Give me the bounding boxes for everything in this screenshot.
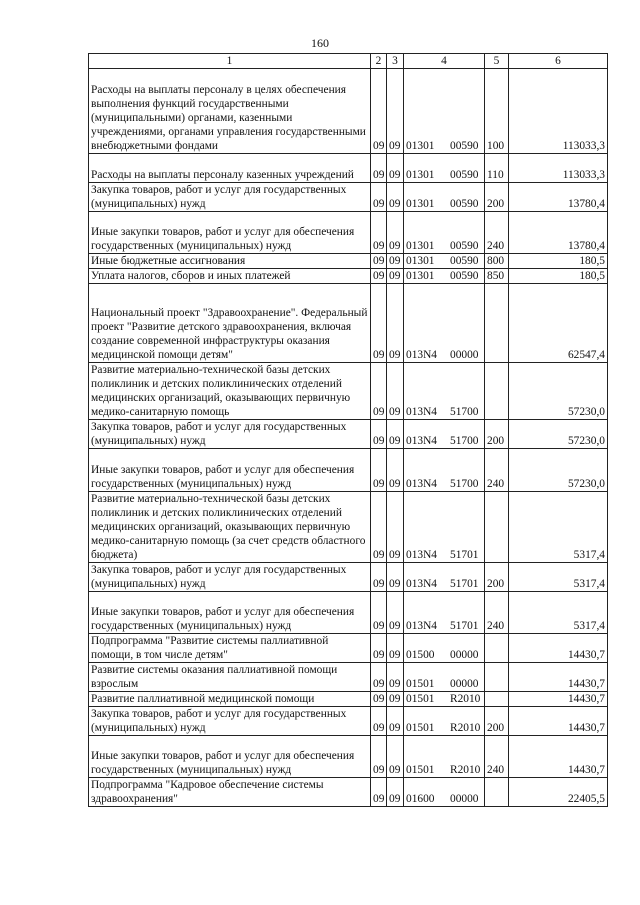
expense-name: Подпрограмма "Кадровое обеспечение системы здравоохранения" bbox=[89, 778, 371, 807]
header-row bbox=[89, 54, 608, 69]
target-article-code bbox=[404, 212, 485, 254]
table-row bbox=[89, 269, 608, 284]
table-row bbox=[89, 183, 608, 212]
amount-value: 57230,0 bbox=[509, 420, 608, 449]
target-article-code bbox=[404, 778, 485, 807]
target-article-code bbox=[404, 663, 485, 692]
program-code: 013N4 bbox=[406, 435, 438, 447]
direction-code: 00000 bbox=[450, 793, 479, 805]
section-code: 09 bbox=[371, 449, 387, 492]
expense-name: Иные закупки товаров, работ и услуг для обеспечения государственных (муниципальных) нужд bbox=[89, 449, 371, 492]
program-code: 013N4 bbox=[406, 620, 438, 632]
target-article-code bbox=[404, 69, 485, 154]
target-article-code bbox=[404, 183, 485, 212]
subsection-code: 09 bbox=[387, 69, 404, 154]
table-row bbox=[89, 707, 608, 736]
subsection-code: 09 bbox=[387, 212, 404, 254]
budget-table bbox=[88, 53, 608, 807]
section-code: 09 bbox=[371, 269, 387, 284]
expense-type-code: 850 bbox=[485, 269, 509, 284]
section-code: 09 bbox=[371, 707, 387, 736]
expense-name: Развитие материально-технической базы детских поликлиник и детских поликлинических отделений медицинских организаций, оказывающих первичную медико-санитарную помощь bbox=[89, 363, 371, 420]
amount-value: 14430,7 bbox=[509, 707, 608, 736]
program-code: 01500 bbox=[406, 649, 435, 661]
subsection-code: 09 bbox=[387, 634, 404, 663]
section-code: 09 bbox=[371, 212, 387, 254]
amount-value: 113033,3 bbox=[509, 69, 608, 154]
section-code: 09 bbox=[371, 154, 387, 183]
program-code: 01501 bbox=[406, 678, 435, 690]
program-code: 013N4 bbox=[406, 478, 438, 490]
amount-value: 62547,4 bbox=[509, 284, 608, 363]
column-header: 2 bbox=[371, 54, 387, 69]
expense-type-code bbox=[485, 663, 509, 692]
expense-name: Расходы на выплаты персоналу казенных учреждений bbox=[89, 154, 371, 183]
column-header: 5 bbox=[485, 54, 509, 69]
expense-type-code bbox=[485, 778, 509, 807]
direction-code: 00000 bbox=[450, 649, 479, 661]
page-number: 160 bbox=[311, 36, 329, 50]
direction-code: 00590 bbox=[450, 255, 479, 267]
expense-type-code bbox=[485, 692, 509, 707]
table-row bbox=[89, 449, 608, 492]
table-row bbox=[89, 634, 608, 663]
subsection-code: 09 bbox=[387, 154, 404, 183]
section-code: 09 bbox=[371, 363, 387, 420]
section-code: 09 bbox=[371, 492, 387, 563]
direction-code: 00000 bbox=[450, 678, 479, 690]
direction-code: 00590 bbox=[450, 140, 479, 152]
direction-code: R2010 bbox=[450, 764, 481, 776]
program-code: 01301 bbox=[406, 240, 435, 252]
table-row bbox=[89, 663, 608, 692]
table-row bbox=[89, 778, 608, 807]
program-code: 01301 bbox=[406, 270, 435, 282]
subsection-code: 09 bbox=[387, 778, 404, 807]
subsection-code: 09 bbox=[387, 420, 404, 449]
program-code: 013N4 bbox=[406, 349, 438, 361]
target-article-code bbox=[404, 254, 485, 269]
target-article-code bbox=[404, 363, 485, 420]
subsection-code: 09 bbox=[387, 663, 404, 692]
direction-code: 51700 bbox=[450, 435, 479, 447]
direction-code: 00590 bbox=[450, 198, 479, 210]
subsection-code: 09 bbox=[387, 363, 404, 420]
target-article-code bbox=[404, 634, 485, 663]
expense-name: Развитие паллиативной медицинской помощи bbox=[89, 692, 371, 707]
subsection-code: 09 bbox=[387, 254, 404, 269]
section-code: 09 bbox=[371, 254, 387, 269]
program-code: 013N4 bbox=[406, 578, 438, 590]
table-row bbox=[89, 69, 608, 154]
expense-type-code: 240 bbox=[485, 449, 509, 492]
expense-name: Закупка товаров, работ и услуг для государственных (муниципальных) нужд bbox=[89, 563, 371, 592]
amount-value: 5317,4 bbox=[509, 592, 608, 634]
expense-type-code: 200 bbox=[485, 420, 509, 449]
direction-code: 00000 bbox=[450, 349, 479, 361]
expense-name: Закупка товаров, работ и услуг для государственных (муниципальных) нужд bbox=[89, 183, 371, 212]
expense-type-code: 200 bbox=[485, 183, 509, 212]
program-code: 01301 bbox=[406, 140, 435, 152]
expense-type-code: 200 bbox=[485, 707, 509, 736]
expense-type-code: 200 bbox=[485, 563, 509, 592]
amount-value: 14430,7 bbox=[509, 736, 608, 778]
direction-code: 51701 bbox=[450, 578, 479, 590]
expense-type-code: 110 bbox=[485, 154, 509, 183]
expense-name: Развитие системы оказания паллиативной помощи взрослым bbox=[89, 663, 371, 692]
expense-name: Иные бюджетные ассигнования bbox=[89, 254, 371, 269]
subsection-code: 09 bbox=[387, 269, 404, 284]
expense-type-code: 100 bbox=[485, 69, 509, 154]
amount-value: 13780,4 bbox=[509, 212, 608, 254]
target-article-code bbox=[404, 707, 485, 736]
direction-code: 00590 bbox=[450, 169, 479, 181]
direction-code: 00590 bbox=[450, 240, 479, 252]
direction-code: R2010 bbox=[450, 722, 481, 734]
direction-code: 51700 bbox=[450, 406, 479, 418]
expense-name: Развитие материально-технической базы детских поликлиник и детских поликлинических отделений медицинских организаций, оказывающих первичную медико-санитарную помощь (за счет средств областного бюджета) bbox=[89, 492, 371, 563]
program-code: 01501 bbox=[406, 764, 435, 776]
direction-code: 51700 bbox=[450, 478, 479, 490]
amount-value: 180,5 bbox=[509, 254, 608, 269]
subsection-code: 09 bbox=[387, 492, 404, 563]
table-row bbox=[89, 212, 608, 254]
expense-name: Иные закупки товаров, работ и услуг для обеспечения государственных (муниципальных) нужд bbox=[89, 736, 371, 778]
program-code: 01301 bbox=[406, 169, 435, 181]
target-article-code bbox=[404, 449, 485, 492]
subsection-code: 09 bbox=[387, 707, 404, 736]
column-header: 3 bbox=[387, 54, 404, 69]
table-row bbox=[89, 254, 608, 269]
section-code: 09 bbox=[371, 592, 387, 634]
section-code: 09 bbox=[371, 420, 387, 449]
section-code: 09 bbox=[371, 692, 387, 707]
target-article-code bbox=[404, 269, 485, 284]
section-code: 09 bbox=[371, 736, 387, 778]
expense-type-code bbox=[485, 284, 509, 363]
program-code: 013N4 bbox=[406, 406, 438, 418]
subsection-code: 09 bbox=[387, 563, 404, 592]
section-code: 09 bbox=[371, 183, 387, 212]
direction-code: 51701 bbox=[450, 549, 479, 561]
expense-name: Закупка товаров, работ и услуг для государственных (муниципальных) нужд bbox=[89, 420, 371, 449]
column-header: 4 bbox=[404, 54, 485, 69]
target-article-code bbox=[404, 492, 485, 563]
table-row bbox=[89, 736, 608, 778]
target-article-code bbox=[404, 692, 485, 707]
expense-name: Закупка товаров, работ и услуг для государственных (муниципальных) нужд bbox=[89, 707, 371, 736]
subsection-code: 09 bbox=[387, 736, 404, 778]
table-row bbox=[89, 692, 608, 707]
table-row bbox=[89, 592, 608, 634]
column-header: 6 bbox=[509, 54, 608, 69]
subsection-code: 09 bbox=[387, 183, 404, 212]
expense-name: Расходы на выплаты персоналу в целях обеспечения выполнения функций государственными (муниципальными) органами, казенными учреждениями, органами управления государственными внебюджетными фондами bbox=[89, 69, 371, 154]
amount-value: 180,5 bbox=[509, 269, 608, 284]
expense-type-code bbox=[485, 492, 509, 563]
target-article-code bbox=[404, 736, 485, 778]
table-row bbox=[89, 154, 608, 183]
program-code: 01501 bbox=[406, 693, 435, 705]
amount-value: 113033,3 bbox=[509, 154, 608, 183]
direction-code: 00590 bbox=[450, 270, 479, 282]
target-article-code bbox=[404, 563, 485, 592]
subsection-code: 09 bbox=[387, 692, 404, 707]
target-article-code bbox=[404, 420, 485, 449]
section-code: 09 bbox=[371, 663, 387, 692]
table-row bbox=[89, 363, 608, 420]
target-article-code bbox=[404, 154, 485, 183]
expense-name: Подпрограмма "Развитие системы паллиативной помощи, в том числе детям" bbox=[89, 634, 371, 663]
section-code: 09 bbox=[371, 284, 387, 363]
amount-value: 5317,4 bbox=[509, 563, 608, 592]
table-row bbox=[89, 420, 608, 449]
amount-value: 57230,0 bbox=[509, 449, 608, 492]
direction-code: R2010 bbox=[450, 693, 481, 705]
expense-name: Национальный проект "Здравоохранение". Федеральный проект "Развитие детского здравоохранения, включая создание современной инфраструктуры оказания медицинской помощи детям" bbox=[89, 284, 371, 363]
table-row bbox=[89, 563, 608, 592]
column-header: 1 bbox=[89, 54, 371, 69]
program-code: 01600 bbox=[406, 793, 435, 805]
table-row bbox=[89, 492, 608, 563]
section-code: 09 bbox=[371, 778, 387, 807]
program-code: 013N4 bbox=[406, 549, 438, 561]
expense-name: Уплата налогов, сборов и иных платежей bbox=[89, 269, 371, 284]
target-article-code bbox=[404, 592, 485, 634]
expense-type-code: 240 bbox=[485, 592, 509, 634]
expense-name: Иные закупки товаров, работ и услуг для обеспечения государственных (муниципальных) нужд bbox=[89, 212, 371, 254]
subsection-code: 09 bbox=[387, 449, 404, 492]
amount-value: 57230,0 bbox=[509, 363, 608, 420]
subsection-code: 09 bbox=[387, 592, 404, 634]
section-code: 09 bbox=[371, 69, 387, 154]
amount-value: 22405,5 bbox=[509, 778, 608, 807]
expense-type-code: 240 bbox=[485, 736, 509, 778]
direction-code: 51701 bbox=[450, 620, 479, 632]
expense-type-code: 240 bbox=[485, 212, 509, 254]
amount-value: 14430,7 bbox=[509, 663, 608, 692]
amount-value: 14430,7 bbox=[509, 634, 608, 663]
expense-type-code bbox=[485, 363, 509, 420]
section-code: 09 bbox=[371, 634, 387, 663]
target-article-code bbox=[404, 284, 485, 363]
table-body bbox=[89, 69, 608, 807]
amount-value: 13780,4 bbox=[509, 183, 608, 212]
expense-type-code bbox=[485, 634, 509, 663]
section-code: 09 bbox=[371, 563, 387, 592]
program-code: 01501 bbox=[406, 722, 435, 734]
amount-value: 14430,7 bbox=[509, 692, 608, 707]
program-code: 01301 bbox=[406, 255, 435, 267]
expense-name: Иные закупки товаров, работ и услуг для обеспечения государственных (муниципальных) нужд bbox=[89, 592, 371, 634]
expense-type-code: 800 bbox=[485, 254, 509, 269]
program-code: 01301 bbox=[406, 198, 435, 210]
table-row bbox=[89, 284, 608, 363]
amount-value: 5317,4 bbox=[509, 492, 608, 563]
subsection-code: 09 bbox=[387, 284, 404, 363]
